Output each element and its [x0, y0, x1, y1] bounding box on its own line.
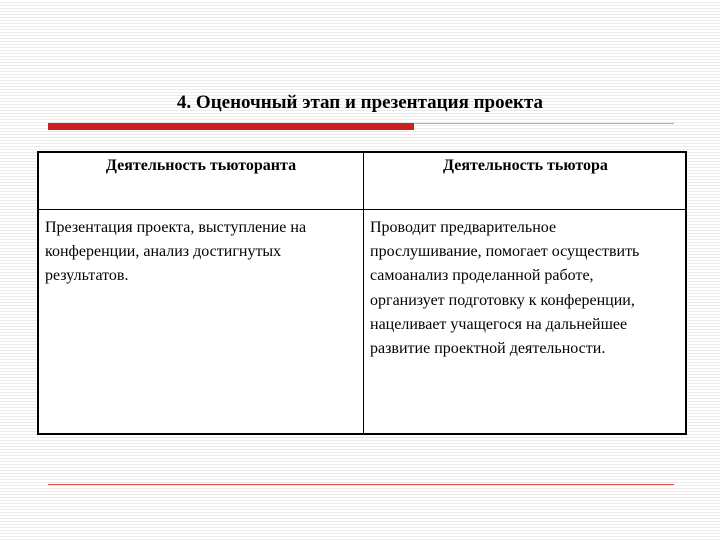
title-underline-accent: [48, 123, 414, 130]
table-column-divider: [363, 153, 364, 433]
footer-divider: [48, 484, 674, 485]
table-row-divider: [39, 209, 685, 210]
activity-table: [37, 151, 687, 435]
slide-title: 4. Оценочный этап и презентация проекта: [176, 92, 544, 113]
header-tutor-activity: Деятельность тьютора: [443, 157, 608, 174]
header-tutee-activity: Деятельность тьюторанта: [105, 157, 297, 174]
cell-tutee-activity: Презентация проекта, выступление на конференции, анализ достигнутых результатов.: [45, 219, 307, 285]
cell-tutor-activity: Проводит предварительное прослушивание, помогает осуществить самоанализ проделанной работе, организует подготовку к конференции, нацеливает учащегося на дальнейшее развитие проектной деятельности.: [370, 219, 640, 358]
